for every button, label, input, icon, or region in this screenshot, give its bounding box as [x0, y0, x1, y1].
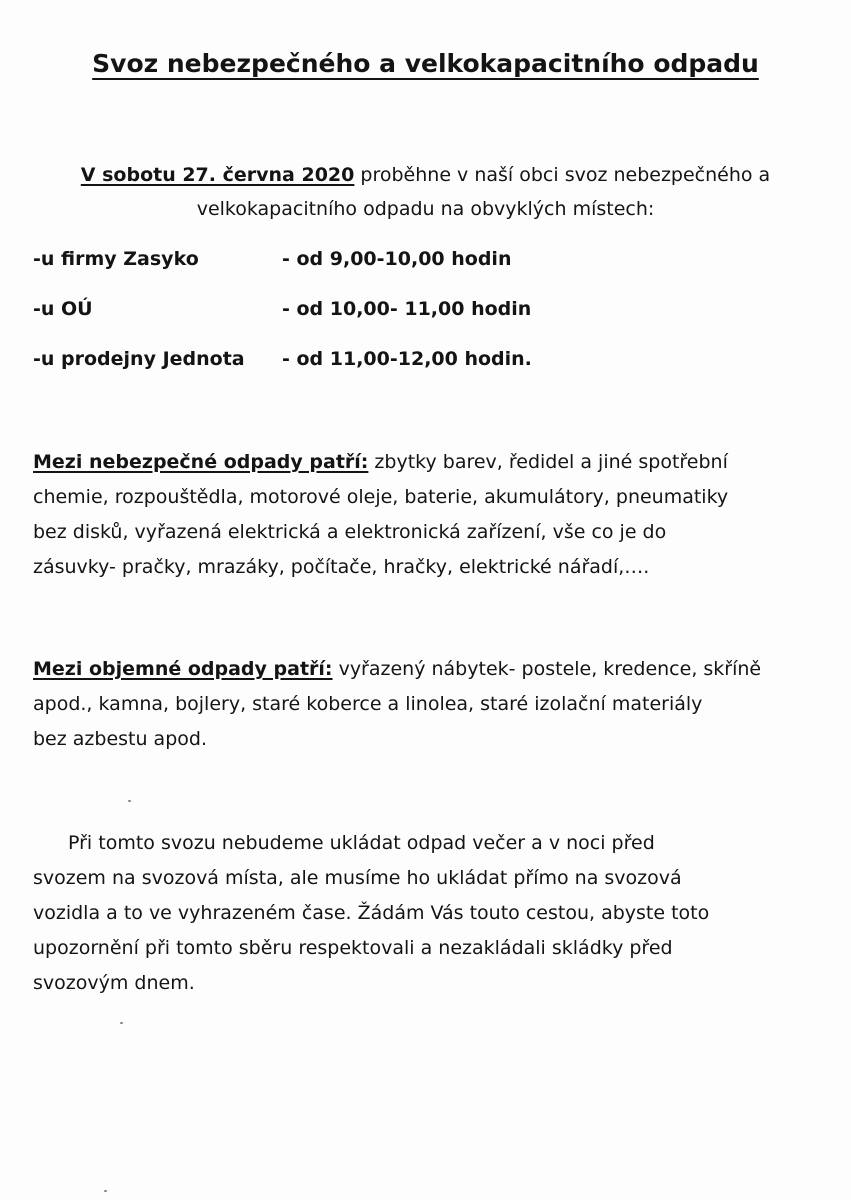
schedule-place: -u prodejny Jednota	[33, 348, 245, 370]
hazardous-heading: Mezi nebezpečné odpady patří:	[33, 451, 369, 473]
notice-text-4: upozornění při tomto sběru respektovali a nezakládali skládky před	[33, 937, 673, 959]
bulky-text-3: bez azbestu apod.	[33, 728, 207, 750]
intro-text-1: proběhne v naší obci svoz nebezpečného a	[354, 164, 771, 186]
notice-paragraph	[33, 826, 813, 1001]
notice-text-2: svozem na svozová místa, ale musíme ho ukládat přímo na svozová	[33, 867, 682, 889]
schedule-time: - od 9,00-10,00 hodin	[282, 248, 512, 270]
hazardous-text-4: zásuvky- pračky, mrazáky, počítače, hračky, elektrické nářadí,….	[33, 556, 650, 578]
bulky-heading: Mezi objemné odpady patří:	[33, 658, 333, 680]
hazardous-text-3: bez disků, vyřazená elektrická a elektronická zařízení, vše co je do	[33, 521, 667, 543]
intro-line-1	[40, 158, 811, 192]
schedule-place: -u OÚ	[33, 298, 93, 320]
collection-date: V sobotu 27. června 2020	[80, 164, 355, 186]
notice-text-5: svozovým dnem.	[33, 972, 195, 994]
bulky-text-1: vyřazený nábytek- postele, kredence, skříně	[332, 658, 762, 680]
schedule-time: - od 11,00-12,00 hodin.	[282, 348, 532, 370]
bulky-text-2: apod., kamna, bojlery, staré koberce a linolea, staré izolační materiály	[33, 693, 703, 715]
page-title	[0, 44, 851, 84]
hazardous-text-2: chemie, rozpouštědla, motorové oleje, baterie, akumulátory, pneumatiky	[33, 486, 729, 508]
schedule-time: - od 10,00- 11,00 hodin	[282, 298, 532, 320]
title-text: Svoz nebezpečného a velkokapacitního odpadu	[92, 49, 759, 78]
bulky-line-1	[33, 652, 813, 687]
hazardous-line-1	[33, 445, 813, 480]
scan-speck	[128, 800, 131, 802]
intro-paragraph	[40, 158, 811, 226]
notice-text-1: Při tomto svozu nebudeme ukládat odpad večer a v noci před	[68, 832, 655, 854]
hazardous-waste-paragraph	[33, 445, 813, 585]
scan-speck	[104, 1190, 107, 1192]
schedule-place: -u firmy Zasyko	[33, 248, 199, 270]
notice-text-3: vozidla a to ve vyhrazeném čase. Žádám Vás touto cestou, abyste toto	[33, 902, 710, 924]
bulky-waste-paragraph	[33, 652, 813, 757]
intro-text-2: velkokapacitního odpadu na obvyklých místech:	[196, 198, 655, 220]
hazardous-text-1: zbytky barev, ředidel a jiné spotřební	[368, 451, 728, 473]
scan-speck	[120, 1022, 123, 1024]
